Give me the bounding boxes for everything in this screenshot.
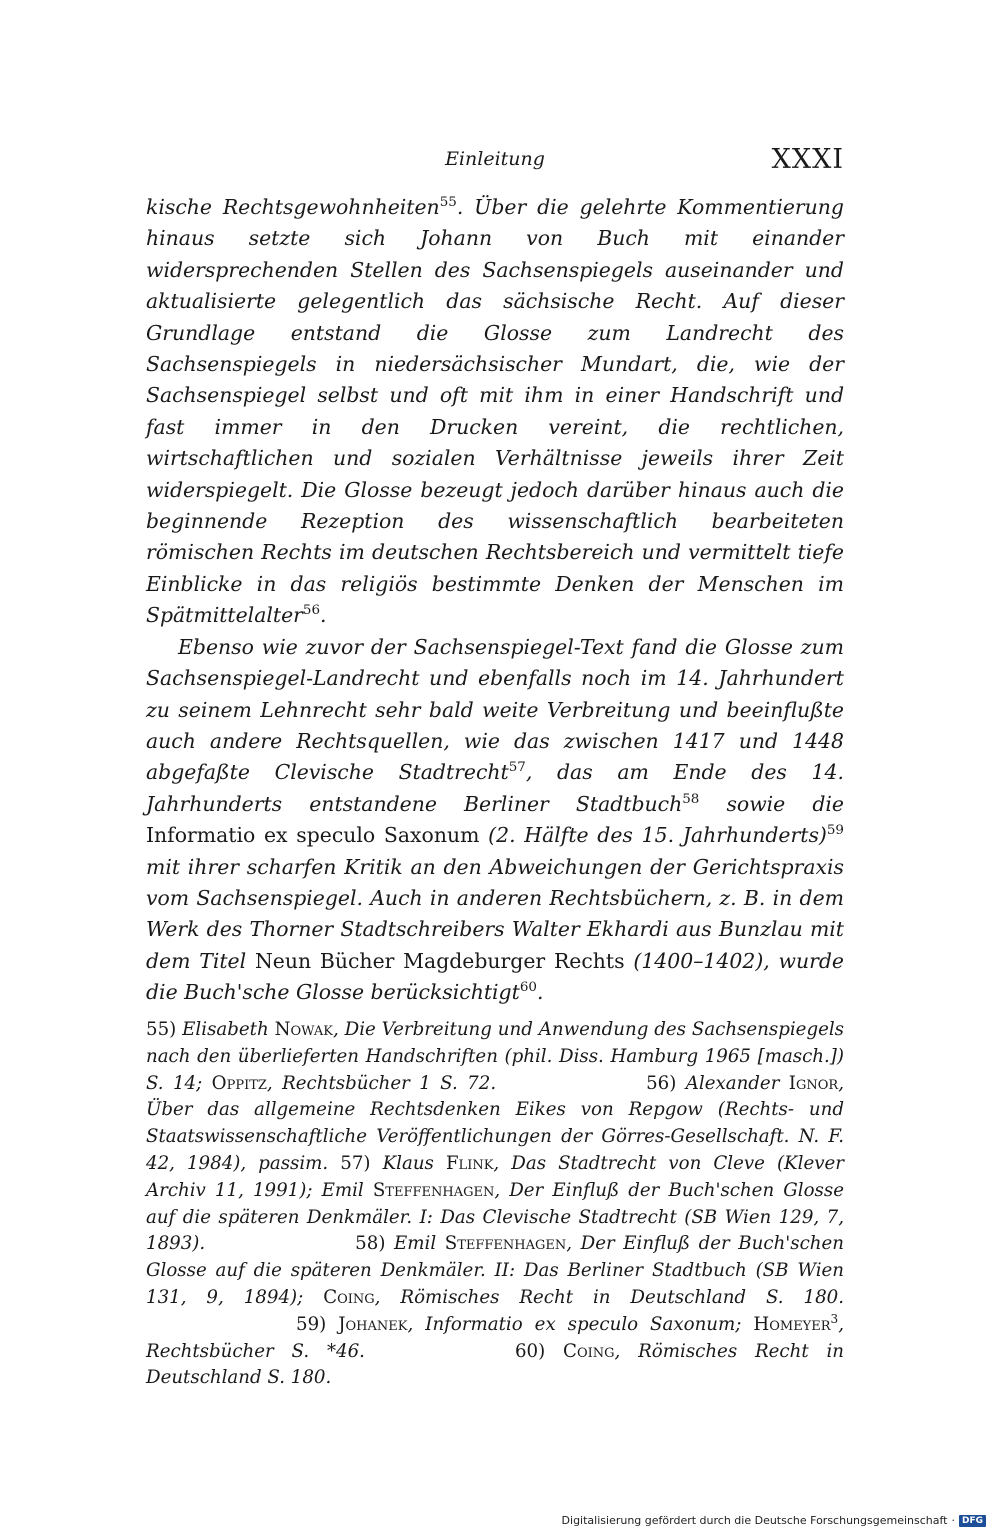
footnote-part: Elisabeth (182, 1019, 275, 1040)
footnote-part: , Das Stadtrecht von Cleve (Klever Archiv 11, 1991); Emil (146, 1152, 844, 1201)
author-name: Johanek (338, 1313, 408, 1335)
footnote-ref-59: 59 (826, 823, 844, 839)
author-name: Coing (563, 1340, 615, 1362)
body-text (146, 192, 844, 1009)
author-name: Ignor (788, 1072, 839, 1094)
footnote-part: Emil (394, 1233, 445, 1255)
footnote-number: 55) (146, 1019, 177, 1040)
footnote-ref-60: 60 (519, 980, 537, 996)
footnote-part: , Die Verbreitung und Anwendung des Sachsenspiegels nach den überlieferten Handschriften (phil. Diss. Hamburg 1965 [masch.]) S. 14; (146, 1019, 844, 1094)
paragraph-1 (146, 192, 844, 632)
edition-superscript: 3 (830, 1311, 839, 1326)
footnote-ref-56: 56 (302, 603, 321, 619)
footnotes (146, 1017, 844, 1392)
p2-text-2: , das am Ende des 14. Jahrhunderts entstandene Berliner Stadtbuch (146, 760, 844, 816)
author-name: Homeyer (753, 1313, 831, 1335)
p2-text-3: sowie die (699, 791, 844, 816)
footnote-part: , Der Einfluß der Buch'schen Glosse auf die späteren Denkmäler. II: Das Berliner Stadtbuch (SB Wien 131, 9, 1894); (146, 1233, 844, 1308)
footnote-number: 59) (296, 1313, 327, 1335)
footnote-part: , Rechtsbücher S. *46. (146, 1313, 844, 1362)
p2-text-5: mit ihrer scharfen Kritik an den Abweichungen der Gerichtspraxis vom Sachsenspiegel. Auch in anderen Rechtsbüchern, z. B. in dem Werk des Thorner Stadtschreibers Walter Ekhardi aus Bunzlau mit dem Titel (146, 854, 844, 973)
author-name: Steffenhagen (372, 1179, 495, 1201)
footnote-part: , Rechtsbücher 1 S. 72. (266, 1072, 497, 1094)
footnote-ref-58: 58 (682, 791, 700, 807)
p2-text-1: Ebenso wie zuvor der Sachsenspiegel-Text fand die Glosse zum Sachsenspiegel-Landrecht und ebenfalls noch im 14. Jahrhundert zu seinem Lehnrecht sehr bald weite Verbreitung und beeinflußte auch andere Rechtsquellen, wie das zwischen 1417 und 1448 abgefaßte Clevische Stadtrecht (146, 634, 844, 785)
footnote-ref-57: 57 (508, 760, 526, 776)
p1-text-2: . Über die gelehrte Kommentierung hinaus setzte sich Johann von Buch mit einander widersprechenden Stellen des Sachsenspiegels auseinander und aktualisierte gelegentlich das sächsische Recht. Auf dieser Grundlage entstand die Glosse zum Landrecht des Sachsenspiegels in niedersächsischer Mundart, die, wie der Sachsenspiegel selbst und oft mit ihm in einer Handschrift und fast immer in den Drucken vereint, die rechtlichen, wirtschaftlichen und sozialen Verhältnisse jeweils ihrer Zeit widerspiegelt. Die Glosse bezeugt jedoch darüber hinaus auch die beginnende Rezeption des wissenschaftlich bearbeiteten römischen Rechts im deutschen Rechtsbereich und vermittelt tiefe Einblicke in das religiös bestimmte Denken der Menschen im Spätmittelalter (146, 195, 844, 628)
funding-credit-text: Digitalisierung gefördert durch die Deutsche Forschungsgemeinschaft (561, 1514, 948, 1527)
footnote-part: , Römisches Recht in Deutschland S. 180. (374, 1286, 845, 1308)
p2-text-6: (1400–1402), wurde die Buch'sche Glosse berücksichtigt (146, 948, 844, 1005)
p1-text-3: . (320, 603, 327, 628)
author-name: Flink (445, 1152, 494, 1174)
author-name: Coing (323, 1286, 375, 1308)
author-name: Steffenhagen (444, 1233, 567, 1255)
footnote-number: 57) (340, 1152, 371, 1174)
page-number: XXXI (771, 144, 844, 175)
author-name: Nowak (274, 1019, 333, 1040)
paragraph-2 (146, 632, 844, 1009)
work-title-neun-buecher: Neun Bücher Magdeburger Rechts (254, 948, 625, 973)
footnote-number: 60) (514, 1340, 546, 1362)
footnote-part: , Über das allgemeine Rechtsdenken Eikes von Repgow (Rechts- und Staatswissenschaftliche Veröffentlichungen der Görres-Gesellschaft. N. F. 42, 1984), passim. (146, 1072, 844, 1174)
footnote-ref-55: 55 (439, 195, 457, 211)
p2-text-4: (2. Hälfte des 15. Jahrhunderts) (479, 823, 827, 848)
footnote-text (146, 1233, 844, 1308)
work-title-informatio: Informatio ex speculo Saxonum (146, 823, 480, 848)
author-name: Oppitz (211, 1072, 267, 1094)
bullet-separator: · (951, 1514, 955, 1527)
p2-text-7: . (536, 980, 544, 1005)
running-head: Einleitung (445, 148, 545, 170)
footer-credit (562, 1514, 986, 1527)
footnote-number: 56) (646, 1072, 677, 1094)
p1-text-1: kische Rechtsgewohnheiten (146, 195, 440, 219)
footnote-part: , Römisches Recht in Deutschland S. 180. (146, 1340, 844, 1389)
footnote-part: , Der Einfluß der Buch'schen Glosse auf die späteren Denkmäler. I: Das Clevische Stadtrecht (SB Wien 129, 7, 1893). (146, 1179, 844, 1255)
footnote-part: , Informatio ex speculo Saxonum; (407, 1313, 754, 1335)
footnote-part: Klaus (382, 1152, 446, 1174)
dfg-logo: DFG (959, 1515, 986, 1527)
footnote-number: 58) (355, 1233, 386, 1255)
footnote-58 (146, 1233, 844, 1308)
footnote-part: Alexander (685, 1072, 789, 1094)
page-header (146, 144, 844, 178)
